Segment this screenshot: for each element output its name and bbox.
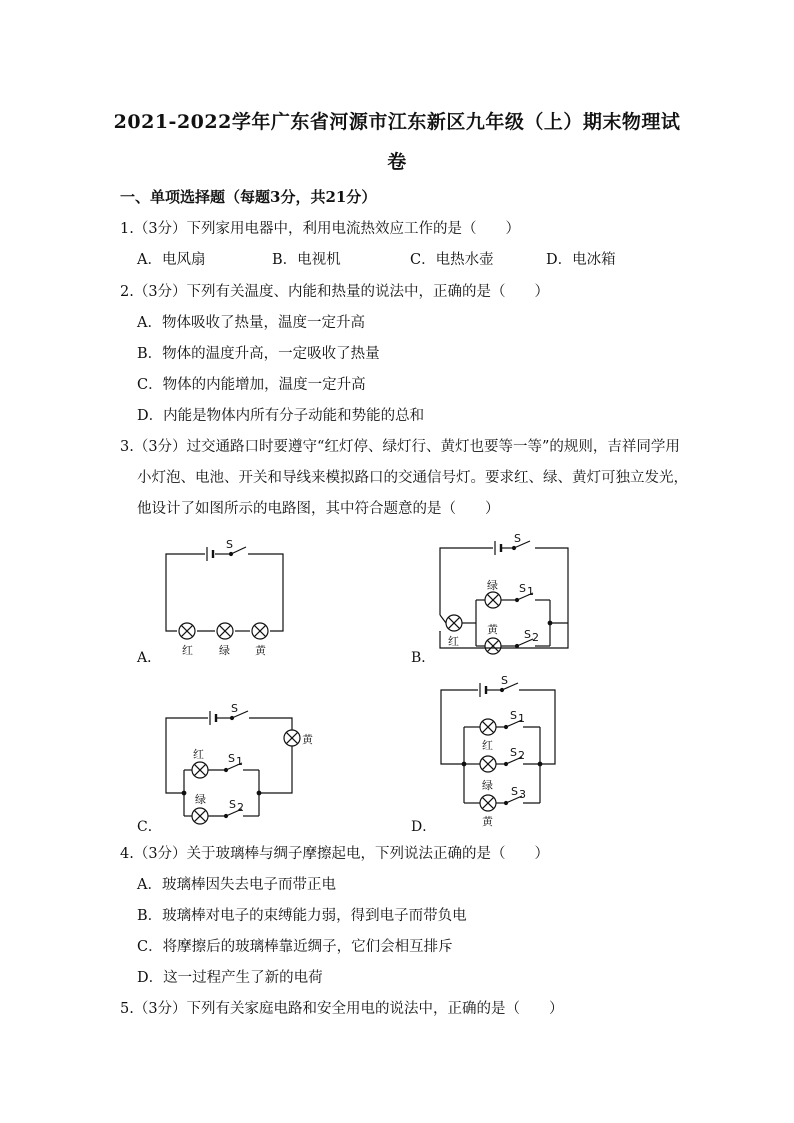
figure-label-b: B． [411,650,436,666]
circuit-c-s1-sub: 1 [236,755,243,768]
paper-title-line1: 2021-2022学年广东省河源市江东新区九年级（上）期末物理试 [113,111,681,133]
circuit-b-s1-label: S [519,582,526,595]
circuit-d-s3-sub: 3 [519,788,526,801]
circuit-d-s1-sub: 1 [518,712,525,725]
circuit-c-s2-sub: 2 [237,801,244,814]
section-heading: 一、单项选择题（每题3分，共21分） [120,188,377,206]
circuit-d-green-label: 绿 [482,779,493,792]
q4-stem: 4.（3分）关于玻璃棒与绸子摩擦起电，下列说法正确的是（ ） [120,846,550,862]
q3-stem-line1: 3.（3分）过交通路口时要遵守“红灯停、绿灯行、黄灯也要等一等”的规则，吉祥同学用 [120,439,680,455]
circuit-d-yellow-label: 黄 [482,815,493,828]
circuit-c-s2-label: S [229,798,236,811]
figure-label-c: C． [137,819,162,835]
circuit-d-s3-label: S [511,785,518,798]
circuit-a-green-label: 绿 [219,644,230,657]
q1-option-c: C．电热水壶 [410,252,494,268]
q4-option-c: C．将摩擦后的玻璃棒靠近绸子，它们会相互排斥 [137,939,453,955]
q3-stem-line2: 小灯泡、电池、开关和导线来模拟路口的交通信号灯。要求红、绿、黄灯可独立发光， [137,470,688,486]
q2-option-c: C．物体的内能增加，温度一定升高 [137,377,366,393]
circuit-a-red-label: 红 [182,644,193,657]
circuit-d-s2-sub: 2 [518,749,525,762]
circuit-d-red-label: 红 [482,739,493,752]
circuit-b-yellow-label: 黄 [487,623,498,636]
figure-label-d: D． [411,819,437,835]
q4-option-a: A．玻璃棒因失去电子而带正电 [137,877,336,893]
q2-stem: 2.（3分）下列有关温度、内能和热量的说法中，正确的是（ ） [120,284,550,300]
q1-option-a: A．电风扇 [137,252,206,268]
q4-option-d: D．这一过程产生了新的电荷 [137,970,323,986]
circuit-b-s1-sub: 1 [527,585,534,598]
q2-option-a: A．物体吸收了热量，温度一定升高 [137,315,365,331]
circuit-b-green-label: 绿 [487,579,498,592]
q4-option-b: B．玻璃棒对电子的束缚能力弱，得到电子而带负电 [137,908,467,924]
q2-option-b: B．物体的温度升高，一定吸收了热量 [137,346,380,362]
circuit-c-s1-label: S [228,752,235,765]
q2-option-d: D．内能是物体内所有分子动能和势能的总和 [137,408,425,424]
q1-option-b: B．电视机 [272,252,341,268]
figure-label-a: A． [137,650,162,666]
circuit-d-s-label: S [501,674,508,687]
circuit-b-s-label: S [514,532,521,545]
circuit-c-red-label: 红 [193,748,204,761]
circuit-c-green-label: 绿 [195,793,206,806]
circuit-d-s2-label: S [510,746,517,759]
circuit-a-yellow-label: 黄 [255,644,266,657]
circuit-d-s1-label: S [510,709,517,722]
q1-option-d: D．电冰箱 [546,252,616,268]
circuit-c-s-label: S [231,702,238,715]
circuit-b-red-label: 红 [448,635,459,648]
circuit-c-yellow-label: 黄 [302,733,313,746]
q5-stem: 5.（3分）下列有关家庭电路和安全用电的说法中，正确的是（ ） [120,1001,564,1017]
circuit-b-s2-label: S [524,628,531,641]
q3-stem-line3: 他设计了如图所示的电路图，其中符合题意的是（ ） [137,501,500,517]
circuit-a-s-label: S [226,538,233,551]
circuit-b-s2-sub: 2 [532,631,539,644]
paper-title-line2: 卷 [387,151,407,173]
q1-stem: 1.（3分）下列家用电器中，利用电流热效应工作的是（ ） [120,221,521,237]
